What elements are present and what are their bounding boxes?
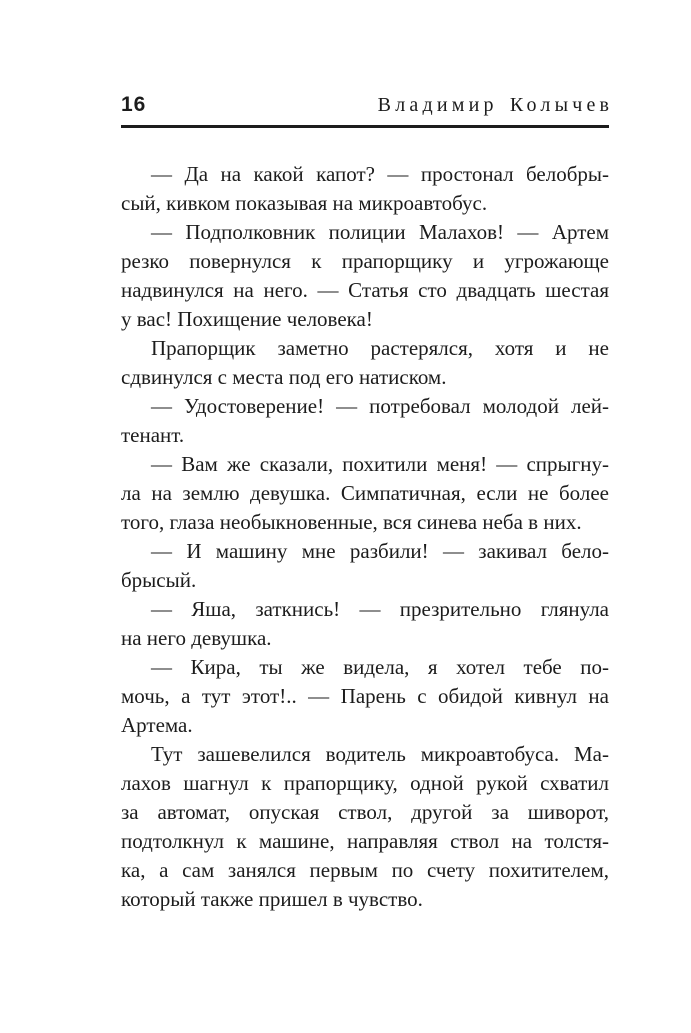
text-line: — И машину мне разбили! — закивал бело-: [151, 539, 609, 563]
text-line: подтолкнул к машине, направляя ствол на толстя-: [121, 829, 609, 853]
running-header: [121, 93, 614, 116]
text-line: того, глаза необыкновенные, вся синева неба в них.: [121, 510, 582, 534]
text-line: — Вам же сказали, похитили меня! — спрыгну-: [151, 452, 609, 476]
text-line: — Да на какой капот? — простонал белобры-: [151, 162, 609, 186]
header-rule: [121, 125, 609, 128]
running-title-author: Владимир Колычев: [377, 94, 614, 116]
text-line: ла на землю девушка. Симпатичная, если не более: [121, 481, 609, 505]
text-line: резко повернулся к прапорщику и угрожающе: [121, 249, 609, 273]
text-line: сый, кивком показывая на микроавтобус.: [121, 191, 488, 215]
text-line: который также пришел в чувство.: [121, 887, 423, 911]
text-line: — Удостоверение! — потребовал молодой лей-: [151, 394, 609, 418]
text-line: тенант.: [121, 423, 185, 447]
text-line: брысый.: [121, 568, 197, 592]
text-line: Артема.: [121, 713, 193, 737]
text-line: — Подполковник полиции Малахов! — Артем: [151, 220, 609, 244]
text-line: надвинулся на него. — Статья сто двадцать шестая: [121, 278, 609, 302]
text-line: Тут зашевелился водитель микроавтобуса. Ма-: [151, 742, 609, 766]
text-line: — Яша, заткнись! — презрительно глянула: [151, 597, 609, 621]
text-line: ка, а сам занялся первым по счету похитителем,: [121, 858, 609, 882]
text-line: лахов шагнул к прапорщику, одной рукой схватил: [121, 771, 609, 795]
text-line: мочь, а тут этот!.. — Парень с обидой кивнул на: [121, 684, 609, 708]
text-line: сдвинулся с места под его натиском.: [121, 365, 447, 389]
text-line: за автомат, опуская ствол, другой за шиворот,: [121, 800, 609, 824]
page-body: [121, 160, 609, 914]
page-number: 16: [121, 93, 147, 116]
text-line: у вас! Похищение человека!: [121, 307, 373, 331]
text-line: на него девушка.: [121, 626, 272, 650]
text-line: Прапорщик заметно растерялся, хотя и не: [151, 336, 609, 360]
text-line: — Кира, ты же видела, я хотел тебе по-: [151, 655, 609, 679]
